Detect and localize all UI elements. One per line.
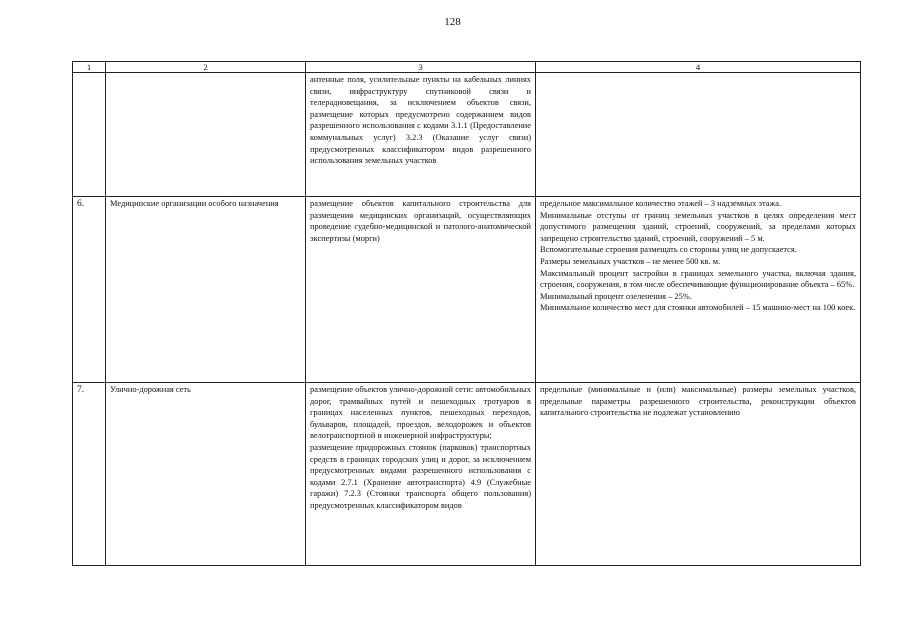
table-header-row [73, 62, 861, 73]
parameter-line: Размеры земельных участков – не менее 500 кв. м. [540, 256, 721, 266]
parameter-line: Минимальный процент озеленения – 25%. [540, 291, 692, 301]
use-description: антенные поля, усилительные пункты на кабельных линиях связи, инфраструктуру спутниковой связи и телерадиовещания, за исключением объектов связи, размещение которых предусмотрено содержанием видов разрешенного использования с кодами 3.1.1 (Предоставление коммунальных услуг) 3.2.3 (Оказание услуг связи) предусмотренных классификатором видов разрешенного использования земельных участков [306, 73, 536, 197]
use-description: размещение объектов капитального строительства для размещения медицинских организаций, осуществляющих проведение судебно-медицинской и патолого-анатомической экспертизы (морги) [306, 197, 536, 383]
table-row [73, 197, 861, 383]
use-description [306, 383, 536, 566]
use-name [106, 73, 306, 197]
parameter-line: Максимальный процент застройки в границах земельного участка, включая здания, строения, сооружения, в том числе обеспечивающие функционирование объекта – 65%. [540, 268, 856, 290]
header-col-2: 2 [106, 62, 306, 73]
use-parameters [536, 383, 861, 566]
parameter-line: предельное максимальное количество этажей – 3 надземных этажа. [540, 199, 782, 208]
parameter-line: Минимальные отступы от границ земельных участков в целях определения мест допустимого размещения зданий, строений, сооружений, за пределами которых запрещено строительство зданий, строений, сооружений – 5 м. [540, 210, 856, 243]
header-col-1: 1 [73, 62, 106, 73]
table-row [73, 73, 861, 197]
table-row [73, 383, 861, 566]
description-paragraph: размещение придорожных стоянок (парковок) транспортных средств в границах городских улиц и дорог, за исключением предусмотренных видами разрешенного использования с кодами 2.7.1 (Хранение автотранспорта) 4.9 (Служебные гаражи) 7.2.3 (Стоянки транспорта общего пользования) предусмотренных классификатором видов [310, 442, 531, 510]
row-number [73, 73, 106, 197]
regulations-table [72, 61, 861, 566]
use-parameters [536, 73, 861, 197]
description-paragraph: размещение объектов улично-дорожной сети: автомобильных дорог, трамвайных путей и пешеходных тротуаров в границах населенных пунктов, пешеходных переходов, бульваров, площадей, проездов, велодорожек и объектов велотранспортной и инженерной инфраструктуры; [310, 385, 531, 441]
parameter-line: Вспомогательные строения размещать со стороны улиц не допускается. [540, 245, 797, 255]
use-name: Медицинские организации особого назначения [106, 197, 306, 383]
use-name: Улично-дорожная сеть [106, 383, 306, 566]
parameter-line: предельные (минимальные и (или) максимальные) размеры земельных участков, предельные параметры разрешенного строительства, реконструкции объектов капитального строительства не подлежат установлению [540, 385, 856, 418]
parameter-line: Минимальное количество мест для стоянки автомобилей – 15 машино-мест на 100 коек. [540, 303, 856, 313]
header-col-3: 3 [306, 62, 536, 73]
header-col-4: 4 [536, 62, 861, 73]
row-number: 6. [73, 197, 106, 383]
page-number: 128 [444, 16, 461, 28]
use-parameters [536, 197, 861, 383]
row-number: 7. [73, 383, 106, 566]
